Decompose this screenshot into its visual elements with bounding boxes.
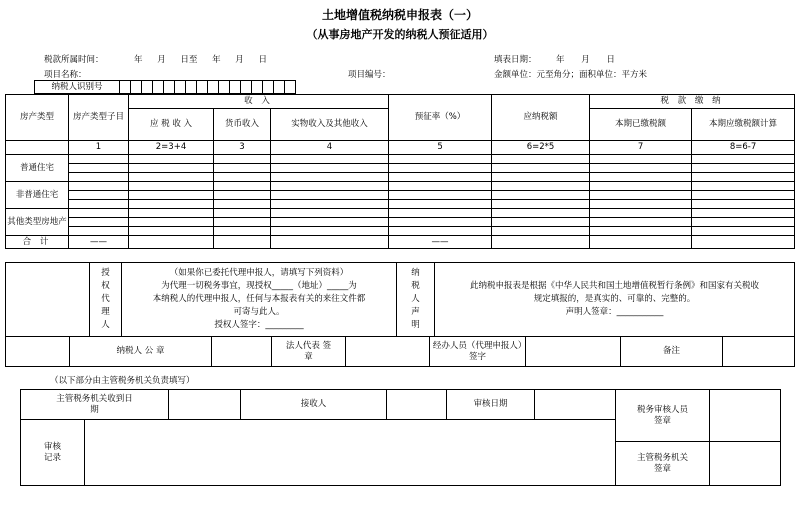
input-cell[interactable] (389, 227, 492, 236)
total-subitem-dash: —— (69, 236, 129, 249)
input-cell[interactable] (590, 155, 692, 164)
input-cell[interactable] (590, 236, 692, 249)
input-cell[interactable] (492, 191, 590, 200)
index-cell: 4 (271, 141, 389, 155)
input-cell[interactable] (271, 209, 389, 218)
header-income-total: 应 税 收 入 (129, 109, 214, 141)
remark-input[interactable] (723, 337, 795, 367)
review-date-input[interactable] (535, 390, 616, 420)
id-digit-box[interactable] (153, 81, 164, 94)
input-cell[interactable] (492, 218, 590, 227)
auditor-seal-input[interactable] (710, 390, 781, 442)
input-cell[interactable] (692, 209, 795, 218)
id-digit-box[interactable] (164, 81, 175, 94)
input-cell[interactable] (129, 236, 214, 249)
row-label-ordinary: 普通住宅 (6, 155, 69, 182)
total-label: 合 计 (6, 236, 69, 249)
input-cell[interactable] (69, 155, 129, 164)
review-record-label: 审核记录 (21, 420, 85, 486)
auth-signature[interactable]: 授权人签字：_________ (214, 320, 304, 330)
header-income-kind: 实物收入及其他收入 (271, 109, 389, 141)
fill-date-value: 年 月 日 (556, 55, 615, 65)
taxpayer-statement-text (435, 263, 795, 337)
input-cell[interactable] (69, 209, 129, 218)
index-cell: 2=3+4 (129, 141, 214, 155)
input-cell[interactable] (69, 200, 129, 209)
id-digit-box[interactable] (263, 81, 274, 94)
project-name-label: 项目名称： (44, 70, 87, 80)
input-cell[interactable] (129, 227, 214, 236)
header-prepay-rate: 预征率（%） (389, 95, 492, 141)
auth-line-2: 为代理一切税务事宜，现授权_____（地址）_____为 (161, 281, 357, 291)
input-cell[interactable] (271, 164, 389, 173)
input-cell[interactable] (692, 173, 795, 182)
header-income-group: 收 入 (129, 95, 389, 109)
input-cell[interactable] (69, 191, 129, 200)
input-cell[interactable] (692, 200, 795, 209)
authority-seal-label: 主管税务机关签章 (616, 442, 710, 486)
input-cell[interactable] (214, 236, 271, 249)
id-digit-box[interactable] (241, 81, 252, 94)
input-cell[interactable] (590, 164, 692, 173)
id-digit-box[interactable] (208, 81, 219, 94)
input-cell[interactable] (271, 227, 389, 236)
header-tax-paid-group: 税 款 缴 纳 (590, 95, 795, 109)
id-digit-box[interactable] (120, 81, 131, 94)
id-digit-box[interactable] (131, 81, 142, 94)
input-cell[interactable] (214, 209, 271, 218)
taxpayer-id-label: 纳税人识别号 (35, 81, 120, 94)
input-cell[interactable] (590, 182, 692, 191)
index-cell: 5 (389, 141, 492, 155)
input-cell[interactable] (389, 218, 492, 227)
input-cell[interactable] (590, 173, 692, 182)
id-digit-box[interactable] (197, 81, 208, 94)
taxpayer-seal-label: 纳税人 公 章 (70, 337, 212, 367)
auth-line-4: 可寄与此人。 (233, 307, 285, 317)
input-cell[interactable] (692, 236, 795, 249)
office-note: （以下部分由主管税务机关负责填写） (50, 376, 195, 386)
auth-agent-text (122, 263, 397, 337)
input-cell[interactable] (692, 155, 795, 164)
period-label: 税款所属时间： (44, 55, 104, 65)
input-cell[interactable] (214, 182, 271, 191)
input-cell[interactable] (590, 200, 692, 209)
input-cell[interactable] (69, 227, 129, 236)
review-date-label: 审核日期 (447, 390, 535, 420)
declaration-table (5, 262, 795, 337)
index-cell: 6=2*5 (492, 141, 590, 155)
index-cell: 7 (590, 141, 692, 155)
taxpayer-statement-label: 纳税人声明 (397, 263, 435, 337)
id-digit-box[interactable] (252, 81, 263, 94)
input-cell[interactable] (492, 227, 590, 236)
row-label-other: 其他类型房地产 (6, 209, 69, 236)
input-cell[interactable] (271, 236, 389, 249)
taxpayer-seal-input[interactable] (212, 337, 272, 367)
input-cell[interactable] (492, 173, 590, 182)
input-cell[interactable] (69, 173, 129, 182)
input-cell[interactable] (129, 191, 214, 200)
input-cell[interactable] (69, 164, 129, 173)
input-cell[interactable] (389, 155, 492, 164)
input-cell[interactable] (692, 182, 795, 191)
input-cell[interactable] (214, 173, 271, 182)
input-cell[interactable] (214, 155, 271, 164)
input-cell[interactable] (389, 191, 492, 200)
legal-rep-input[interactable] (346, 337, 430, 367)
authority-seal-input[interactable] (710, 442, 781, 486)
input-cell[interactable] (271, 173, 389, 182)
main-table (5, 94, 795, 249)
input-cell[interactable] (271, 191, 389, 200)
auth-agent-label: 授权代理人 (90, 263, 122, 337)
input-cell[interactable] (214, 164, 271, 173)
input-cell[interactable] (129, 218, 214, 227)
handler-input[interactable] (526, 337, 621, 367)
input-cell[interactable] (692, 218, 795, 227)
input-cell[interactable] (492, 209, 590, 218)
decl-signature[interactable]: 声明人签章：___________ (565, 307, 664, 317)
id-digit-box[interactable] (230, 81, 241, 94)
input-cell[interactable] (129, 182, 214, 191)
input-cell[interactable] (271, 218, 389, 227)
index-cell: 8=6-7 (692, 141, 795, 155)
input-cell[interactable] (692, 227, 795, 236)
total-rate-dash: —— (389, 236, 492, 249)
header-income-cash: 货币收入 (214, 109, 271, 141)
input-cell[interactable] (492, 236, 590, 249)
header-house-type: 房产类型 (6, 95, 69, 141)
input-cell[interactable] (214, 218, 271, 227)
decl-line-1: 此纳税申报表是根据《中华人民共和国土地增值税暂行条例》和国家有关税收 (469, 281, 759, 291)
input-cell[interactable] (492, 182, 590, 191)
row-label-non-ordinary: 非普通住宅 (6, 182, 69, 209)
legal-rep-label: 法人代表 签 章 (272, 337, 346, 367)
input-cell[interactable] (692, 164, 795, 173)
auth-line-1: （如果你已委托代理申报人，请填写下列资料） (169, 268, 349, 278)
input-cell[interactable] (129, 173, 214, 182)
remark-label: 备注 (621, 337, 723, 367)
input-cell[interactable] (389, 209, 492, 218)
id-digit-box[interactable] (219, 81, 230, 94)
index-cell-empty (6, 141, 69, 155)
handler-label: 经办人员（代理申报人）签字 (430, 337, 526, 367)
auditor-seal-label: 税务审核人员签章 (616, 390, 710, 442)
fill-date-label: 填表日期： (494, 55, 537, 65)
declaration-blank (6, 263, 90, 337)
input-cell[interactable] (69, 218, 129, 227)
id-digit-box[interactable] (142, 81, 153, 94)
decl-line-2: 规定填报的，是真实的、可靠的、完整的。 (533, 294, 696, 304)
auth-line-3: 本纳税人的代理申报人，任何与本报表有关的来往文件都 (152, 294, 366, 304)
input-cell[interactable] (214, 227, 271, 236)
receiver-label: 接收人 (241, 390, 387, 420)
input-cell[interactable] (389, 200, 492, 209)
form-subtitle: （从事房地产开发的纳税人预征适用） (306, 28, 494, 41)
received-date-label: 主管税务机关收到日期 (21, 390, 169, 420)
input-cell[interactable] (271, 155, 389, 164)
input-cell[interactable] (129, 209, 214, 218)
input-cell[interactable] (129, 164, 214, 173)
input-cell[interactable] (129, 155, 214, 164)
input-cell[interactable] (492, 164, 590, 173)
input-cell[interactable] (389, 173, 492, 182)
input-cell[interactable] (492, 155, 590, 164)
received-date-input[interactable] (169, 390, 241, 420)
input-cell[interactable] (129, 200, 214, 209)
header-house-subitem: 房产类型子目 (69, 95, 129, 141)
header-tax-payable: 应纳税额 (492, 95, 590, 141)
period-value: 年 月 日至 年 月 日 (134, 55, 268, 65)
input-cell[interactable] (214, 200, 271, 209)
input-cell[interactable] (271, 200, 389, 209)
input-cell[interactable] (389, 182, 492, 191)
unit-label: 金额单位：元至角分；面积单位：平方米 (494, 70, 648, 80)
input-cell[interactable] (389, 164, 492, 173)
index-cell: 3 (214, 141, 271, 155)
id-digit-box[interactable] (186, 81, 197, 94)
header-tax-paid-current: 本期已缴税额 (590, 109, 692, 141)
input-cell[interactable] (590, 191, 692, 200)
index-cell: 1 (69, 141, 129, 155)
id-digit-box[interactable] (274, 81, 285, 94)
input-cell[interactable] (214, 191, 271, 200)
form-title: 土地增值税纳税申报表（一） (321, 8, 478, 22)
project-no-label: 项目编号： (348, 70, 391, 80)
sig-blank (6, 337, 70, 367)
input-cell[interactable] (69, 182, 129, 191)
input-cell[interactable] (492, 200, 590, 209)
signatures-table (5, 336, 795, 367)
office-table (20, 389, 781, 486)
review-record-input[interactable] (85, 420, 616, 486)
input-cell[interactable] (692, 191, 795, 200)
id-digit-box[interactable] (175, 81, 186, 94)
input-cell[interactable] (590, 209, 692, 218)
input-cell[interactable] (590, 227, 692, 236)
input-cell[interactable] (271, 182, 389, 191)
taxpayer-id-row (34, 80, 296, 94)
id-digit-box[interactable] (285, 81, 296, 94)
input-cell[interactable] (590, 218, 692, 227)
header-tax-to-pay: 本期应缴税额计算 (692, 109, 795, 141)
receiver-input[interactable] (387, 390, 447, 420)
